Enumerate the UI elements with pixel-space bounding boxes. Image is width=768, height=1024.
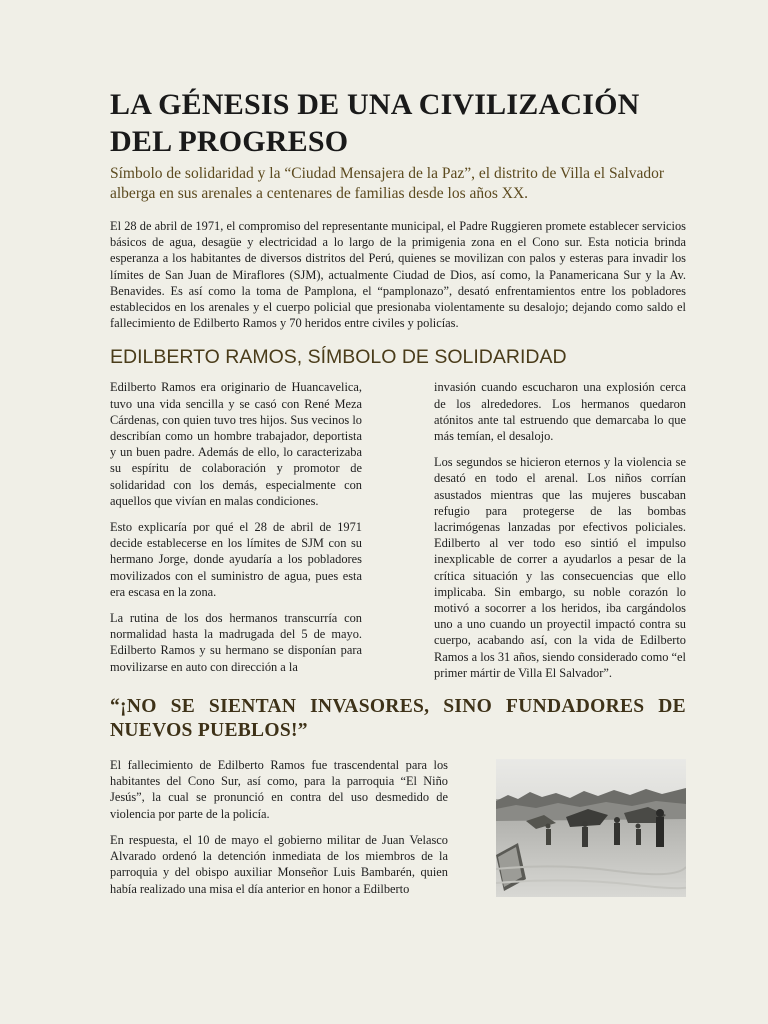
section-heading-edilberto: EDILBERTO RAMOS, SÍMBOLO DE SOLIDARIDAD bbox=[110, 346, 567, 369]
left-column bbox=[110, 379, 362, 681]
body-paragraph: Edilberto Ramos era originario de Huancavelica, tuvo una vida sencilla y se casó con René Meza Cárdenas, con quien tuvo tres hijos. Sus vecinos lo describían como un hombre trabajador, deportista y un buen padre. Además de ello, lo caracterizaba su espíritu de colaboración y promotor de solidaridad con los demás, especialmente con aquellos que vivían en malas condiciones. bbox=[110, 380, 362, 508]
article bbox=[110, 86, 686, 897]
intro-paragraph: El 28 de abril de 1971, el compromiso del representante municipal, el Padre Ruggieren promete establecer servicios básicos de agua, desagüe y electricidad a lo largo de la primigenia zona en el Cono sur. Esta noticia brinda esperanza a los habitantes de diversos distritos del Perú, quienes se movilizan con palos y esteras para invadir los límites de San Juan de Miraflores (SJM), actualmente Ciudad de Dios, así como, la Panamericana Sur y la Av. Benavides. Es así como la toma de Pamplona, el “pamplonazo”, desató enfrentamientos entre los pobladores establecidos en los arenales y el cuerpo policial que presionaba violentamente su desalojo; dejando como saldo el fallecimiento de Edilberto Ramos y 70 heridos entre civiles y policías. bbox=[110, 219, 686, 331]
bottom-text bbox=[110, 757, 448, 897]
body-paragraph: Los segundos se hicieron eternos y la violencia se desató en todo el arenal. Los niños corrían asustados mientras que las mujeres buscaban refugio para protegerse de las bombas lacrimógenas lanzadas por efectivos policiales. Edilberto al ver todo eso sintió el impulso inexplicable de correr a ayudarlos a pesar de la crítica situación y las consecuencias que ello implicaba. Sin embargo, su noble corazón lo motivó a socorrer a los heridos, iba cargándolos uno a uno cuando un proyectil impactó contra su cuerpo, acabando así, con la vida de Edilberto Ramos a los 31 años, siendo considerado como “el primer mártir de Villa El Salvador”. bbox=[434, 455, 686, 680]
settlement-photo-icon bbox=[496, 759, 686, 897]
bottom-section bbox=[110, 757, 686, 897]
two-column-body bbox=[110, 379, 686, 681]
body-paragraph: Esto explicaría por qué el 28 de abril de 1971 decide establecerse en los límites de SJM con su hermano Jorge, donde ayudaría a los pobladores movilizados con el suministro de agua, pues esta era escasa en la zona. bbox=[110, 520, 362, 599]
body-paragraph: En respuesta, el 10 de mayo el gobierno militar de Juan Velasco Alvarado ordenó la detención inmediata de los miembros de la parroquia y del obispo auxiliar Monseñor Luis Bambarén, quien había realizado una misa el día anterior en honor a Edilberto bbox=[110, 832, 448, 896]
quote-heading: “¡NO SE SIENTAN INVASORES, SINO FUNDADORES DE NUEVOS PUEBLOS!” bbox=[110, 696, 686, 742]
article-subtitle: Símbolo de solidaridad y la “Ciudad Mensajera de la Paz”, el distrito de Villa el Salvador alberga en sus arenales a centenares de familias desde los años XX. bbox=[110, 165, 665, 202]
body-paragraph: invasión cuando escucharon una explosión cerca de los alrededores. Los hermanos quedaron atónitos ante tal estruendo que demarcaba lo que más temían, el desalojo. bbox=[434, 380, 686, 444]
right-column bbox=[434, 379, 686, 681]
body-paragraph: La rutina de los dos hermanos transcurría con normalidad hasta la madrugada del 5 de mayo. Edilberto Ramos y su hermano se disponían para movilizarse en auto con dirección a la bbox=[110, 611, 362, 674]
article-title: LA GÉNESIS DE UNA CIVILIZACIÓN DEL PROGRESO bbox=[110, 88, 640, 158]
body-paragraph: El fallecimiento de Edilberto Ramos fue trascendental para los habitantes del Cono Sur, así como, para la parroquia “El Niño Jesús”, la cual se pronunció en contra del uso desmedido de violencia por parte de la policía. bbox=[110, 758, 448, 821]
